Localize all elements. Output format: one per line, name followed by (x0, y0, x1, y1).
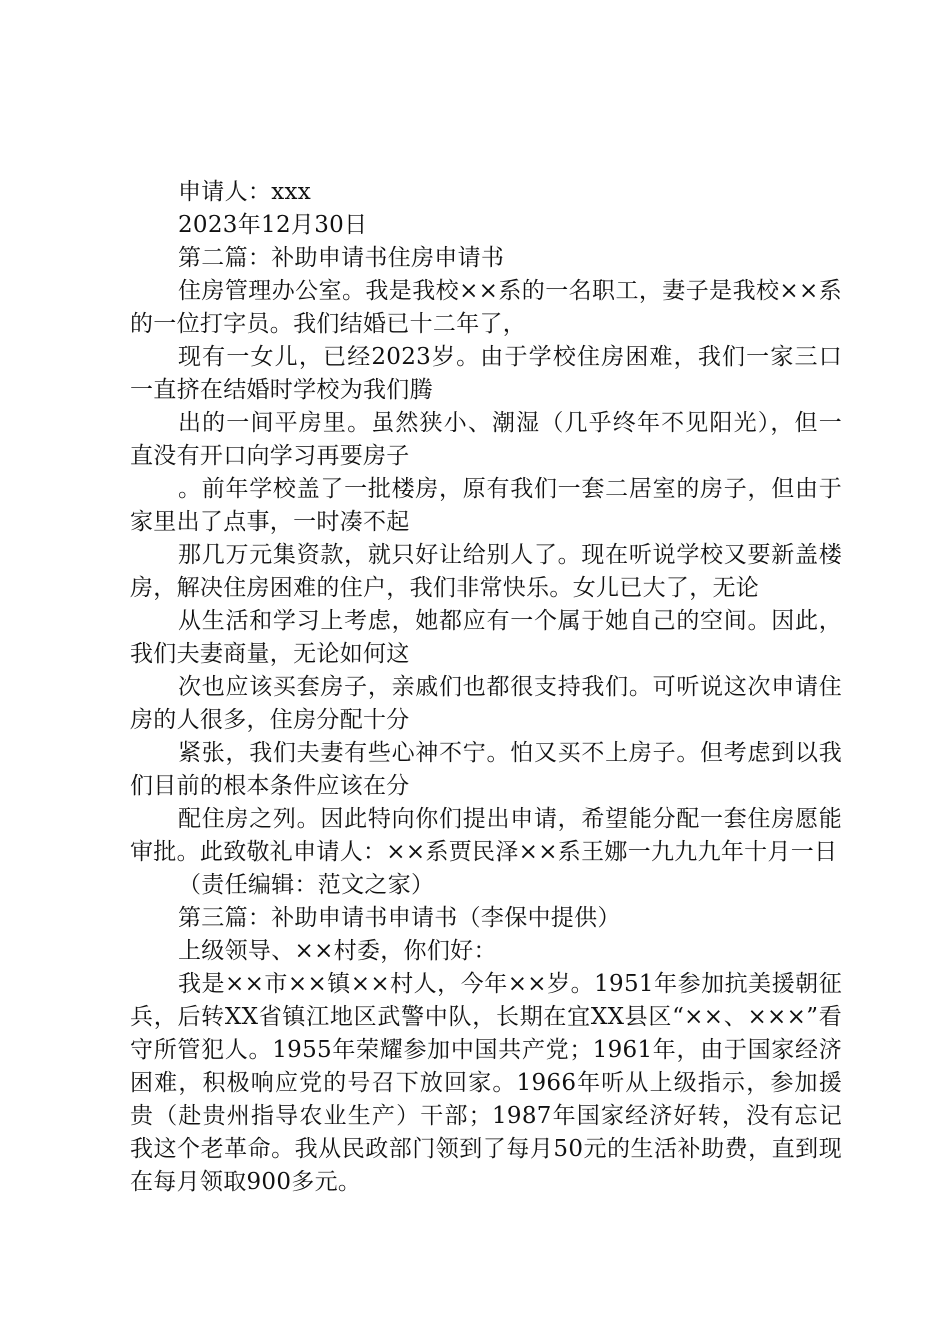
paragraph: 住房管理办公室。我是我校××系的一名职工，妻子是我校××系的一位打字员。我们结婚已十二年了， (130, 278, 842, 337)
paragraph: 那几万元集资款，就只好让给别人了。现在听说学校又要新盖楼房，解决住房困难的住户，我们非常快乐。女儿已大了，无论 (130, 542, 842, 601)
document-body (130, 176, 842, 1199)
paragraph: 现有一女儿，已经2023岁。由于学校住房困难，我们一家三口一直挤在结婚时学校为我们腾 (130, 344, 842, 403)
paragraph: 我是××市××镇××村人，今年××岁。1951年参加抗美援朝征兵，后转XX省镇江地区武警中队，长期在宜XX县区“××、×××”看守所管犯人。1955年荣耀参加中国共产党；1961年，由于国家经济困难，积极响应党的号召下放回家。1966年听从上级指示，参加援贵（赴贵州指导农业生产）干部；1987年国家经济好转，没有忘记我这个老革命。我从民政部门领到了每月50元的生活补助费，直到现在每月领取900多元。 (130, 971, 842, 1195)
paragraph: 出的一间平房里。虽然狭小、潮湿（几乎终年不见阳光），但一直没有开口向学习再要房子 (130, 410, 842, 469)
paragraph: 紧张，我们夫妻有些心神不宁。怕又买不上房子。但考虑到以我们目前的根本条件应该在分 (130, 740, 842, 799)
date-line: 2023年12月30日 (178, 212, 368, 238)
paragraph: 配住房之列。因此特向你们提出申请，希望能分配一套住房愿能审批。此致敬礼申请人：××系贾民泽××系王娜一九九九年十月一日 (130, 806, 842, 865)
paragraph: 。前年学校盖了一批楼房，原有我们一套二居室的房子，但由于家里出了点事，一时凑不起 (130, 476, 842, 535)
salutation: 上级领导、××村委，你们好： (178, 938, 497, 964)
paragraph: 从生活和学习上考虑，她都应有一个属于她自己的空间。因此，我们夫妻商量，无论如何这 (130, 608, 842, 667)
section-heading-2: 第二篇：补助申请书住房申请书 (178, 245, 505, 271)
applicant-line: 申请人：xxx (178, 179, 312, 205)
paragraph: 次也应该买套房子，亲戚们也都很支持我们。可听说这次申请住房的人很多，住房分配十分 (130, 674, 842, 733)
section-heading-3: 第三篇：补助申请书申请书（李保中提供） (178, 905, 621, 931)
editor-note: （责任编辑：范文之家） (178, 872, 435, 898)
